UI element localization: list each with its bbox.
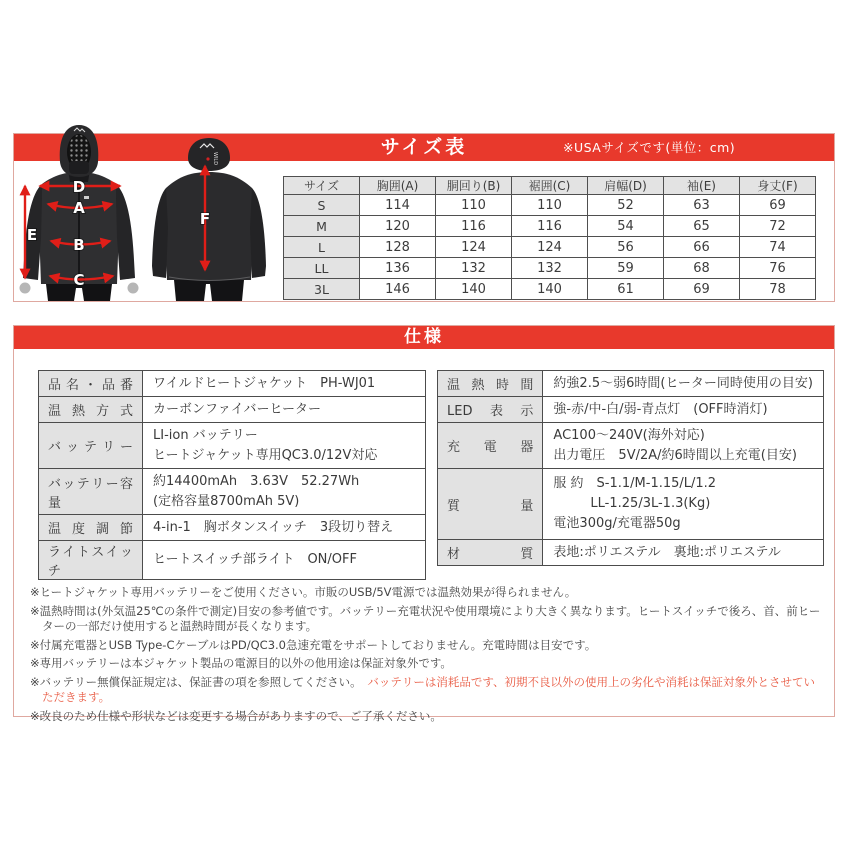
size-cell: LL	[284, 258, 360, 279]
value-cell: 116	[512, 216, 588, 237]
value-cell: 140	[512, 279, 588, 300]
spec-value: 出力電圧 5V/2A/約6時間以上充電(目安)	[553, 447, 797, 463]
value-cell: 124	[512, 237, 588, 258]
value-cell: 59	[588, 258, 664, 279]
table-row	[284, 195, 816, 216]
spec-table-right	[437, 370, 824, 566]
spec-value: LL-1.25/3L-1.3(Kg)	[590, 496, 711, 511]
size-cell: M	[284, 216, 360, 237]
spec-label: 充電器	[438, 423, 543, 469]
value-cell: 132	[436, 258, 512, 279]
hood-logo-text: WILD	[212, 152, 218, 166]
size-table-header-row	[284, 177, 816, 195]
value-cell: 124	[436, 237, 512, 258]
table-row	[284, 237, 816, 258]
footnote	[30, 675, 826, 706]
spec-label: 品名・品番	[39, 371, 143, 397]
chest-col-header: 胸囲(A)	[360, 177, 436, 195]
value-cell: 63	[664, 195, 740, 216]
spec-label: 温熱方式	[39, 397, 143, 423]
spec-value: ヒートスイッチ部ライト ON/OFF	[153, 552, 357, 567]
table-row	[284, 258, 816, 279]
measure-label-c: C	[73, 271, 85, 289]
table-row	[284, 216, 816, 237]
spec-label: バッテリー	[39, 423, 143, 469]
footnote: ※付属充電器とUSB Type-CケーブルはPD/QC3.0急速充電をサポートしておりません。充電時間は目安です。	[30, 637, 597, 652]
spec-label: 質量	[438, 469, 543, 540]
footnote-warning-text: バッテリーは消耗品です、初期不良以外の使用上の劣化や消耗は保証対象外とさせていただきます。	[42, 674, 815, 704]
spec-value: AC100〜240V(海外対応)	[553, 427, 705, 443]
spec-section-title: 仕様	[404, 327, 444, 347]
value-cell: 114	[360, 195, 436, 216]
value-cell: 69	[740, 195, 816, 216]
footnotes	[30, 585, 826, 727]
spec-label: ライトスイッチ	[39, 541, 143, 580]
spec-value: 4-in-1 胸ボタンスイッチ 3段切り替え	[153, 519, 394, 535]
value-cell: 136	[360, 258, 436, 279]
value-cell: 116	[436, 216, 512, 237]
spec-section-header	[14, 326, 834, 349]
footnote: ※改良のため仕様や形状などは変更する場合がありますので、ご了承ください。	[30, 708, 442, 723]
spec-label: 温熱時間	[438, 371, 543, 397]
spec-row	[438, 371, 824, 397]
spec-value: 服 約 S-1.1/M-1.15/L/1.2	[553, 476, 717, 491]
spec-row	[438, 397, 824, 423]
value-cell: 76	[740, 258, 816, 279]
value-cell: 110	[436, 195, 512, 216]
spec-section	[13, 325, 835, 723]
spec-value: 強-赤/中-白/弱-青点灯 (OFF時消灯)	[553, 401, 768, 417]
spec-value: ワイルドヒートジャケット PH-WJ01	[153, 375, 376, 391]
spec-row	[39, 469, 426, 515]
value-cell: 69	[664, 279, 740, 300]
spec-value: ヒートジャケット専用QC3.0/12V対応	[153, 447, 378, 463]
value-cell: 56	[588, 237, 664, 258]
spec-row	[438, 540, 824, 566]
value-cell: 140	[436, 279, 512, 300]
spec-label: 温度調節	[39, 515, 143, 541]
spec-row	[438, 469, 824, 540]
footnote: ※専用バッテリーは本ジャケット製品の電源目的以外の他用途は保証対象外です。	[30, 656, 452, 670]
spec-value: (定格容量8700mAh 5V)	[153, 493, 300, 509]
size-section-title: サイズ表	[380, 136, 468, 158]
measure-label-a: A	[73, 199, 85, 217]
hem-col-header: 裾囲(C)	[512, 177, 588, 195]
value-cell: 132	[512, 258, 588, 279]
spec-value: 約強2.5〜弱6時間(ヒーター同時使用の目安)	[553, 375, 813, 391]
value-cell: 146	[360, 279, 436, 300]
sleeve-col-header: 袖(E)	[664, 177, 740, 195]
measure-label-f: F	[199, 210, 211, 228]
table-row	[284, 279, 816, 300]
spec-value: 表地:ポリエステル 裏地:ポリエステル	[553, 544, 781, 560]
spec-label: 材質	[438, 540, 543, 566]
size-cell: S	[284, 195, 360, 216]
value-cell: 110	[512, 195, 588, 216]
value-cell: 66	[664, 237, 740, 258]
measure-label-e: E	[26, 226, 38, 244]
spec-row	[39, 515, 426, 541]
spec-value: 電池300g/充電器50g	[553, 516, 681, 531]
size-cell: 3L	[284, 279, 360, 300]
value-cell: 68	[664, 258, 740, 279]
spec-value: カーボンファイバーヒーター	[153, 401, 321, 417]
size-cell: L	[284, 237, 360, 258]
value-cell: 128	[360, 237, 436, 258]
footnote-text: ※バッテリー無償保証規定は、保証書の項を参照してください。	[30, 674, 368, 689]
footnote: ※温熱時間は(外気温25℃の条件で測定)目安の参考値です。バッテリー充電状況や使用環境により大きく異なります。ヒートスイッチで後ろ、首、前ヒーターの一部だけ使用すると温熱時間が長くなります。	[30, 603, 821, 633]
spec-row	[39, 397, 426, 423]
spec-label: バッテリー容量	[39, 469, 143, 515]
value-cell: 72	[740, 216, 816, 237]
measure-label-d: D	[72, 178, 86, 196]
jacket-measurement-image	[14, 98, 280, 302]
spec-row	[39, 541, 426, 580]
shoulder-col-header: 肩幅(D)	[588, 177, 664, 195]
value-cell: 65	[664, 216, 740, 237]
spec-label: LED表示	[438, 397, 543, 423]
spec-row	[39, 423, 426, 469]
size-unit-note: ※USAサイズです(単位：cm)	[563, 140, 736, 155]
spec-row	[438, 423, 824, 469]
value-cell: 120	[360, 216, 436, 237]
length-col-header: 身丈(F)	[740, 177, 816, 195]
footnote: ※ヒートジャケット専用バッテリーをご使用ください。市販のUSB/5V電源では温熱効果が得られません。	[30, 585, 577, 599]
spec-value: LI-ion バッテリー	[153, 427, 258, 443]
spec-row	[39, 371, 426, 397]
spec-value: 約14400mAh 3.63V 52.27Wh	[153, 473, 360, 489]
value-cell: 54	[588, 216, 664, 237]
waist-col-header: 胴回り(B)	[436, 177, 512, 195]
value-cell: 78	[740, 279, 816, 300]
size-col-header: サイズ	[284, 177, 360, 195]
value-cell: 74	[740, 237, 816, 258]
spec-table-left	[38, 370, 426, 580]
value-cell: 52	[588, 195, 664, 216]
measure-label-b: B	[73, 236, 85, 254]
size-table	[283, 176, 816, 300]
value-cell: 61	[588, 279, 664, 300]
